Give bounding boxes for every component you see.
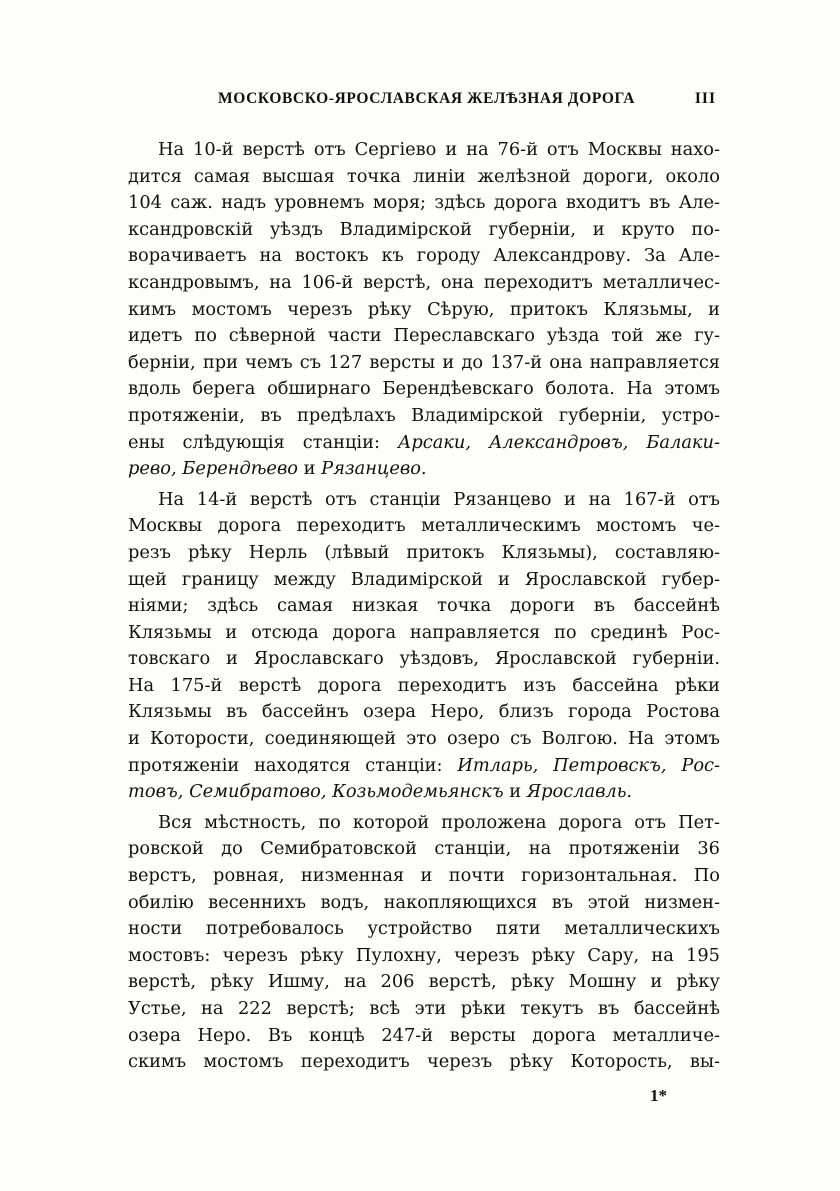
text-line — [128, 217, 720, 244]
text-segment: 104 саж. надъ уровнемъ моря; здѣсь дорога входитъ въ Але- — [128, 192, 720, 214]
text-segment: и Которости, соединяющей это озеро съ Волгою. На этомъ — [128, 728, 720, 750]
text-line — [128, 810, 720, 837]
text-segment: Москвы дорога переходитъ металлическимъ мостомъ че- — [128, 515, 720, 537]
italic-station-names: Итларь, Петровскъ, Рос- — [457, 754, 721, 776]
text-segment: ности потребовалось устройство пяти металлическихъ — [128, 918, 720, 940]
text-segment: озера Неро. Въ концѣ 247-й версты дорога металличе- — [128, 1024, 720, 1046]
text-segment: ксандровскій уѣздъ Владимірской губерніи, и круто по- — [128, 218, 720, 240]
text-line — [128, 620, 720, 647]
text-line — [128, 350, 720, 377]
text-segment: протяженіи находятся станціи: — [128, 754, 458, 776]
text-segment: ніями; здѣсь самая низкая точка дороги въ бассейнѣ — [128, 595, 720, 617]
text-segment: ворачиваетъ на востокъ къ городу Александрову. За Але- — [128, 245, 720, 267]
text-line — [128, 190, 720, 217]
italic-station-names: товъ, Семибратово, Козьмодемьянскъ — [128, 781, 504, 803]
text-segment: На 10-й верстѣ отъ Сергіево и на 76-й отъ Москвы нахо- — [158, 139, 720, 160]
text-line — [128, 916, 720, 943]
text-line — [128, 540, 720, 567]
text-segment: берніи, при чемъ съ 127 версты и до 137-й она направляется — [128, 351, 720, 373]
text-line — [128, 753, 720, 780]
text-line — [128, 164, 720, 191]
text-segment: ровской до Семибратовской станціи, на протяженіи 36 — [128, 838, 720, 860]
italic-station-names: Арсаки, Александровъ, Балаки- — [397, 431, 720, 453]
text-segment: скимъ мостомъ переходитъ черезъ рѣку Которость, вы- — [128, 1051, 720, 1073]
text-line — [128, 836, 720, 863]
text-line — [128, 403, 720, 430]
paragraph — [128, 487, 720, 806]
text-line — [128, 567, 720, 594]
page-number: III — [694, 90, 716, 107]
text-line — [128, 270, 720, 297]
text-line — [128, 430, 720, 457]
text-line — [128, 297, 720, 324]
text-segment: ксандровымъ, на 106-й верстѣ, она переходитъ металличес- — [128, 271, 720, 293]
text-segment: Устье, на 222 верстѣ; всѣ эти рѣки текутъ въ бассейнѣ — [128, 998, 720, 1019]
text-line — [128, 673, 720, 700]
text-line — [128, 969, 720, 996]
text-line — [128, 487, 720, 514]
running-head — [130, 90, 720, 114]
text-line — [128, 456, 720, 483]
text-segment: Клязьмы и отсюда дорога направляется по срединѣ Рос- — [128, 621, 720, 643]
text-segment: дится самая высшая точка линіи желѣзной дороги, около — [128, 165, 720, 187]
text-segment: и — [298, 458, 322, 480]
text-line — [128, 779, 720, 806]
text-segment: обилію весеннихъ водъ, накопляющихся въ этой низмен- — [128, 891, 720, 913]
text-line — [128, 863, 720, 890]
text-segment: вдоль берега обширнаго Берендѣевскаго болота. На этомъ — [128, 378, 720, 400]
text-segment: верстѣ, рѣку Ишму, на 206 верстѣ, рѣку Мошну и рѣку — [128, 971, 720, 993]
text-line — [128, 890, 720, 917]
text-line — [128, 996, 720, 1023]
paragraph — [128, 810, 720, 1076]
text-line — [128, 646, 720, 673]
body-text — [128, 137, 720, 1076]
text-line — [128, 513, 720, 540]
text-segment: верстъ, ровная, низменная и почти горизонтальная. По — [128, 865, 720, 887]
text-segment: товскаго и Ярославскаго уѣздовъ, Ярославской губерніи. — [128, 648, 720, 670]
text-line — [128, 1049, 720, 1076]
text-segment: Клязьмы въ бассейнъ озера Неро, близъ города Ростова — [128, 701, 720, 723]
text-line — [128, 699, 720, 726]
text-line — [128, 243, 720, 270]
text-segment: резъ рѣку Нерль (лѣвый притокъ Клязьмы), составляю- — [128, 541, 720, 563]
running-head-title: МОСКОВСКО-ЯРОСЛАВСКАЯ ЖЕЛѢЗНАЯ ДОРОГА — [218, 90, 636, 107]
text-line — [128, 593, 720, 620]
text-segment: щей границу между Владимірской и Ярославской губер- — [128, 568, 720, 590]
italic-station-names: рево, Берендѣево — [128, 458, 299, 480]
italic-station-names: Ярославль. — [526, 781, 633, 803]
text-segment: На 14-й верстѣ отъ станціи Рязанцево и на 167-й отъ — [158, 488, 720, 510]
paragraph — [128, 137, 720, 483]
text-line — [128, 726, 720, 753]
text-segment: кимъ мостомъ черезъ рѣку Сѣрую, притокъ Клязьмы, и — [128, 298, 720, 320]
text-segment: На 175-й верстѣ дорога переходитъ изъ бассейна рѣки — [128, 674, 720, 696]
text-segment: протяженіи, въ предѣлахъ Владимірской губерніи, устро- — [128, 404, 720, 426]
signature-mark: 1* — [650, 1086, 667, 1105]
text-line — [128, 323, 720, 350]
text-segment: и — [503, 781, 527, 803]
text-line — [128, 137, 720, 164]
text-segment: Вся мѣстность, по которой проложена дорога отъ Пет- — [158, 811, 720, 833]
text-segment: мостовъ: черезъ рѣку Пулохну, черезъ рѣку Сару, на 195 — [128, 944, 720, 966]
text-segment: ены слѣдующія станціи: — [128, 431, 398, 453]
italic-station-names: Рязанцево. — [321, 458, 427, 480]
text-line — [128, 1023, 720, 1050]
text-segment: идетъ по сѣверной части Переславскаго уѣзда той же гу- — [128, 325, 720, 347]
text-line — [128, 943, 720, 970]
text-line — [128, 376, 720, 403]
